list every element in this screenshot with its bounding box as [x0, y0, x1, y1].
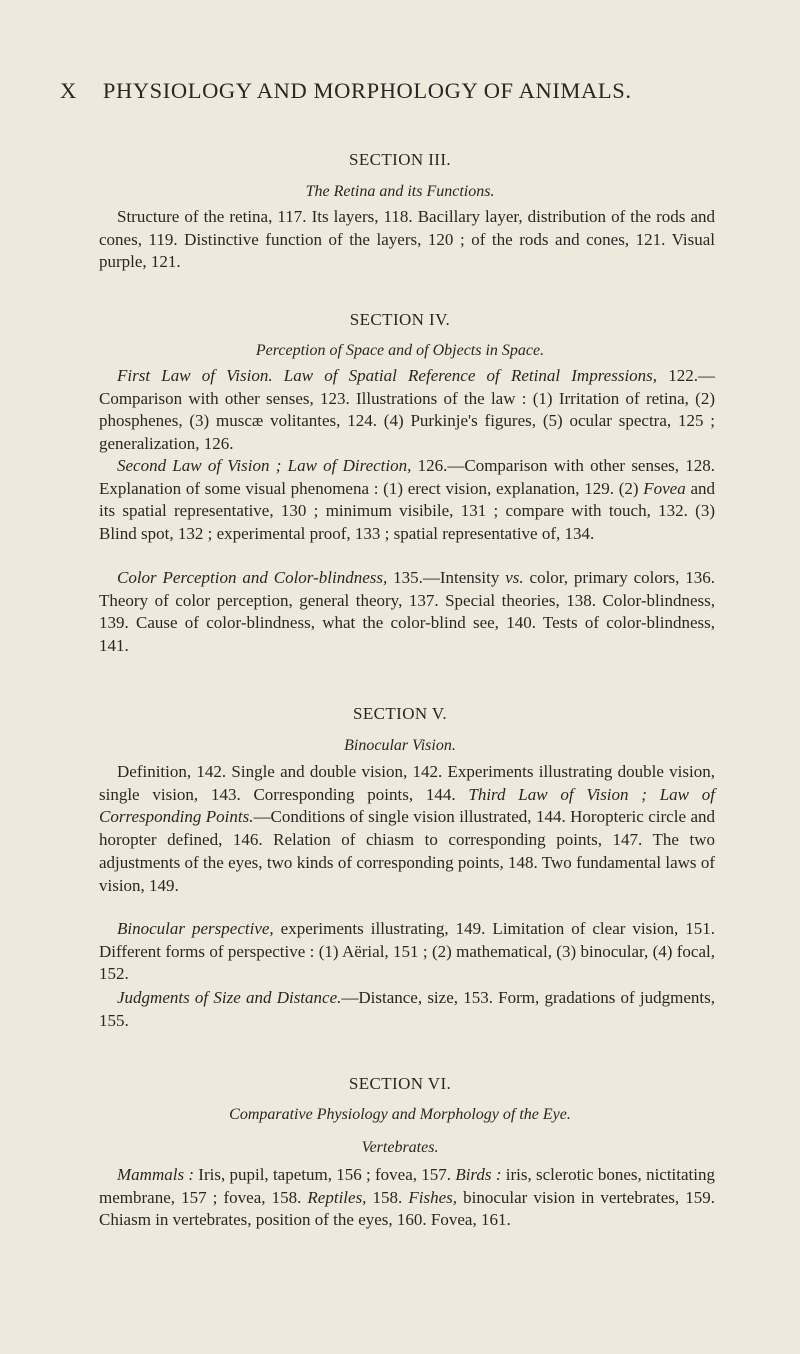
- text-run: 122.—Comparison with other senses, 123. Illustrations of the law : (1) Irritation of retina, (2) phosphenes, (3) muscæ volitantes, 124. (4) Purkinje's figures, (5) ocular spectra, 125 ; generalization, 126.: [99, 366, 716, 454]
- text-run: —Conditions of single vision illustrated, 144. Horopteric circle and horopter defined, 146. Relation of chiasm to corresponding points, 147. The two adjustments of the eyes, two kinds of corresponding points, 148. Two fundamental laws of vision, 149.: [99, 807, 715, 895]
- text-run: —Distance, size, 153. Form, gradations of judgments, 155.: [99, 988, 715, 1030]
- italic-run: Binocular perspective,: [117, 919, 274, 938]
- italic-run: Third Law of Vision ; Law of Corresponding Points.: [99, 784, 716, 827]
- italic-run: Mammals :: [117, 1165, 194, 1184]
- section-3-paragraph-1: [99, 206, 715, 274]
- italic-run: Judgments of Size and Distance.: [117, 988, 342, 1007]
- section-4-paragraph-2: [99, 455, 715, 546]
- text-run: Structure of the retina, 117. Its layers, 118. Bacillary layer, distribution of the rods and cones, 119. Distinctive function of the layers, 120 ; of the rods and cones, 121. Visual purple, 121.: [99, 207, 715, 272]
- text-run: Iris, pupil, tapetum, 156 ; fovea, 157.: [194, 1165, 456, 1184]
- italic-run: Fishes,: [408, 1187, 458, 1207]
- section-5-paragraph-2: [99, 918, 715, 986]
- italic-run: Birds :: [455, 1165, 502, 1184]
- italic-run: Second Law of Vision ; Law of Direction,: [117, 456, 412, 475]
- text-run: 126.—Comparison with other senses, 128. Explanation of some visual phenomena : (1) erect vision, explanation, 129. (2): [99, 456, 715, 498]
- text-run: and its spatial representative, 130 ; minimum visibile, 131 ; compare with touch, 132. (3) Blind spot, 132 ; experimental proof, 133 ; spatial representative of, 134.: [99, 478, 715, 544]
- section-5-subheading: Binocular Vision.: [344, 737, 456, 754]
- italic-run: Fovea: [643, 478, 686, 498]
- section-4-subheading: Perception of Space and of Objects in Space.: [255, 342, 545, 359]
- running-title: PHYSIOLOGY AND MORPHOLOGY OF ANIMALS.: [102, 78, 632, 103]
- section-4-heading: SECTION IV.: [349, 310, 451, 329]
- section-5-paragraph-3: [99, 987, 715, 1032]
- page-folio: X: [60, 78, 77, 103]
- section-5-paragraph-1: [99, 761, 715, 897]
- section-6-heading: SECTION VI.: [348, 1074, 452, 1093]
- italic-run: vs.: [505, 568, 524, 587]
- italic-run: First Law of Vision. Law of Spatial Reference of Retinal Impressions,: [117, 366, 658, 385]
- italic-run: Color Perception and Color-blindness,: [117, 568, 388, 587]
- text-run: color, primary colors, 136. Theory of color perception, general theory, 137. Special theories, 138. Color-blindness, 139. Cause of color-blindness, what the color-blind see, 140. Tests of color-blindness, 141.: [99, 568, 716, 656]
- text-run: Definition, 142. Single and double vision, 142. Experiments illustrating double vision, single vision, 143. Corresponding points, 144.: [99, 762, 715, 804]
- text-run: experiments illustrating, 149. Limitation of clear vision, 151. Different forms of perspective : (1) Aërial, 151 ; (2) mathematical, (3) binocular, (4) focal, 152.: [99, 919, 715, 984]
- section-3-subheading: The Retina and its Functions.: [305, 183, 495, 200]
- section-6-subheading: Comparative Physiology and Morphology of the Eye.: [229, 1106, 571, 1123]
- section-6-paragraph-1: [99, 1164, 715, 1232]
- text-run: iris, sclerotic bones, nictitating membrane, 157 ; fovea, 158.: [99, 1165, 715, 1207]
- running-head: [60, 78, 760, 104]
- section-3-heading: SECTION III.: [348, 150, 452, 169]
- text-run: 158.: [366, 1187, 409, 1207]
- section-4-paragraph-3: [99, 567, 715, 658]
- section-4-paragraph-1: [99, 365, 715, 456]
- section-5-heading: SECTION V.: [352, 704, 448, 723]
- text-run: binocular vision in vertebrates, 159. Chiasm in vertebrates, position of the eyes, 160. Fovea, 161.: [99, 1187, 716, 1230]
- section-6-subheading-vertebrates: Vertebrates.: [361, 1139, 439, 1156]
- text-run: 135.—Intensity: [387, 568, 506, 587]
- italic-run: Reptiles,: [307, 1187, 367, 1207]
